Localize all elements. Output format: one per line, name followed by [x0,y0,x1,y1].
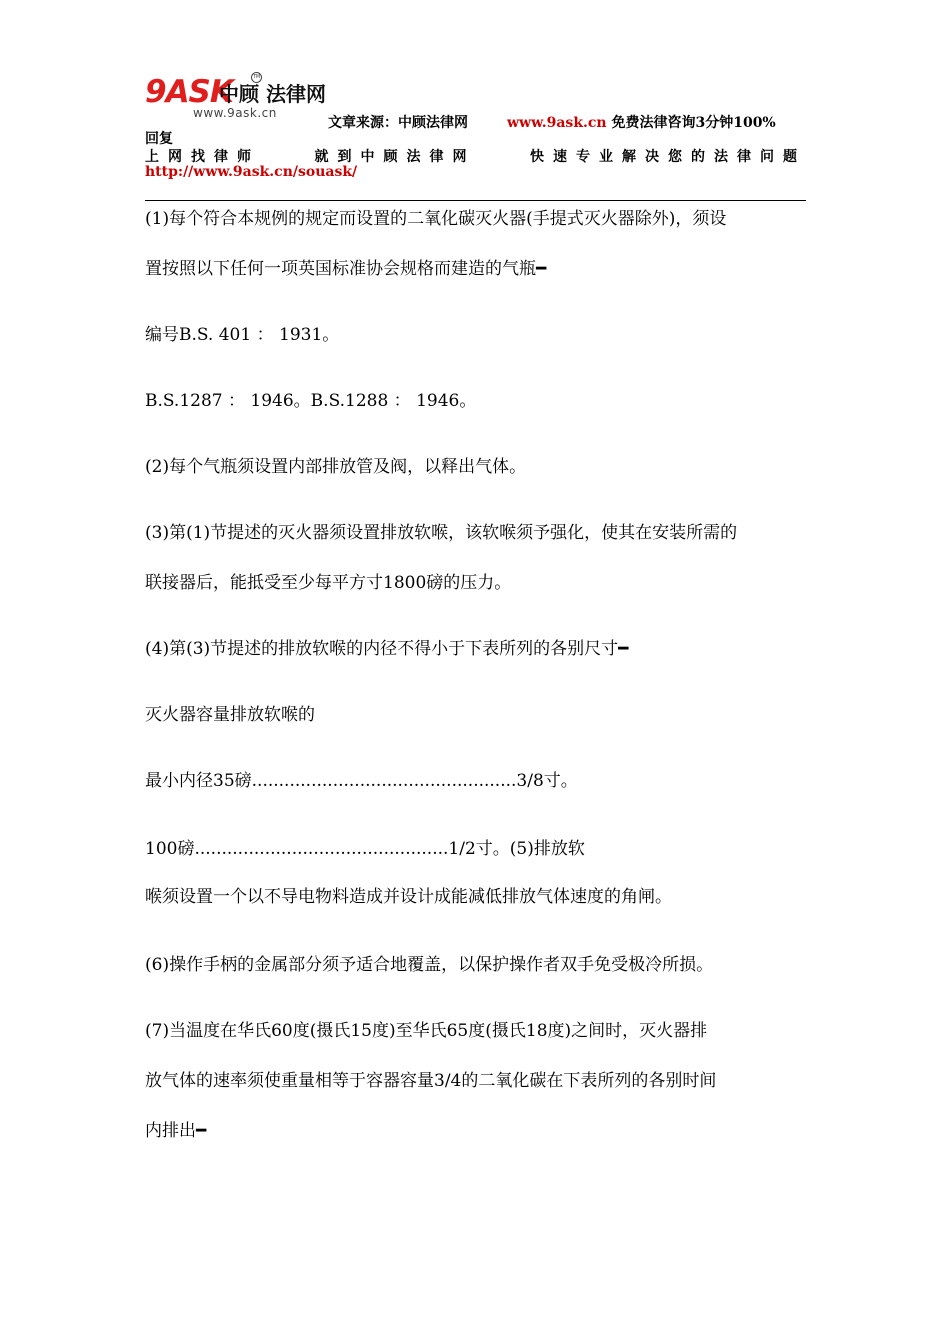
body-line: 置按照以下任何一项英国标准协会规格而建造的气瓶━ [145,259,547,279]
source-line [328,112,776,132]
body-line: 放气体的速率须使重量相等于容器容量3/4的二氧化碳在下表所列的各别时间 [145,1071,717,1091]
body-line: 灭火器容量排放软喉的 [145,705,315,725]
slogan-mid: 就到中顾法律网 [314,149,476,165]
body-line: 内排出━ [145,1121,207,1141]
body-line: 联接器后，能抵受至少每平方寸1800磅的压力。 [145,573,512,593]
body-line: (1)每个符合本规例的规定而设置的二氧化碳灭火器(手提式灭火器除外)，须设 [145,209,727,229]
body-line: (2)每个气瓶须设置内部排放管及阀，以释出气体。 [145,457,527,477]
logo-url: www.9ask.cn [193,106,277,120]
body-line: (3)第(1)节提述的灭火器须设置排放软喉，该软喉须予强化，使其在安装所需的 [145,523,738,543]
source-tail: 免费法律咨询3分钟100% [611,115,776,131]
trademark-icon: TM [251,72,262,83]
body-line: 编号B.S. 401 ： 1931。 [145,325,340,345]
source-label: 文章来源：中顾法律网 [328,115,468,131]
source-site-link[interactable]: www.9ask.cn [507,115,607,131]
site-logo[interactable] [145,72,325,124]
body-line: 100磅...............................................1/2寸。(5)排放软 [145,839,585,859]
body-line: (6)操作手柄的金属部分须予适合地覆盖，以保护操作者双手免受极冷所损。 [145,955,714,975]
logo-chinese-name: 中顾 法律网 [219,82,326,106]
logo-mark: 9ASK [145,74,233,110]
slogan-line [145,146,806,166]
slogan-left: 上网找律师 [145,149,260,165]
header-divider [145,200,806,201]
slogan-right: 快速专业解决您的法律问题 [530,149,806,165]
body-line: (4)第(3)节提述的排放软喉的内径不得小于下表所列的各别尺寸━ [145,639,629,659]
body-line: 最小内径35磅.................................................3/8寸。 [145,771,578,791]
body-line: B.S.1287 ： 1946。B.S.1288 ： 1946。 [145,391,477,411]
body-line: 喉须设置一个以不导电物料造成并设计成能减低排放气体速度的角闸。 [145,887,672,907]
reply-text: 回复 [145,131,173,147]
souask-link[interactable]: http://www.9ask.cn/souask/ [145,164,358,180]
body-line: (7)当温度在华氏60度(摄氏15度)至华氏65度(摄氏18度)之间时，灭火器排 [145,1021,708,1041]
